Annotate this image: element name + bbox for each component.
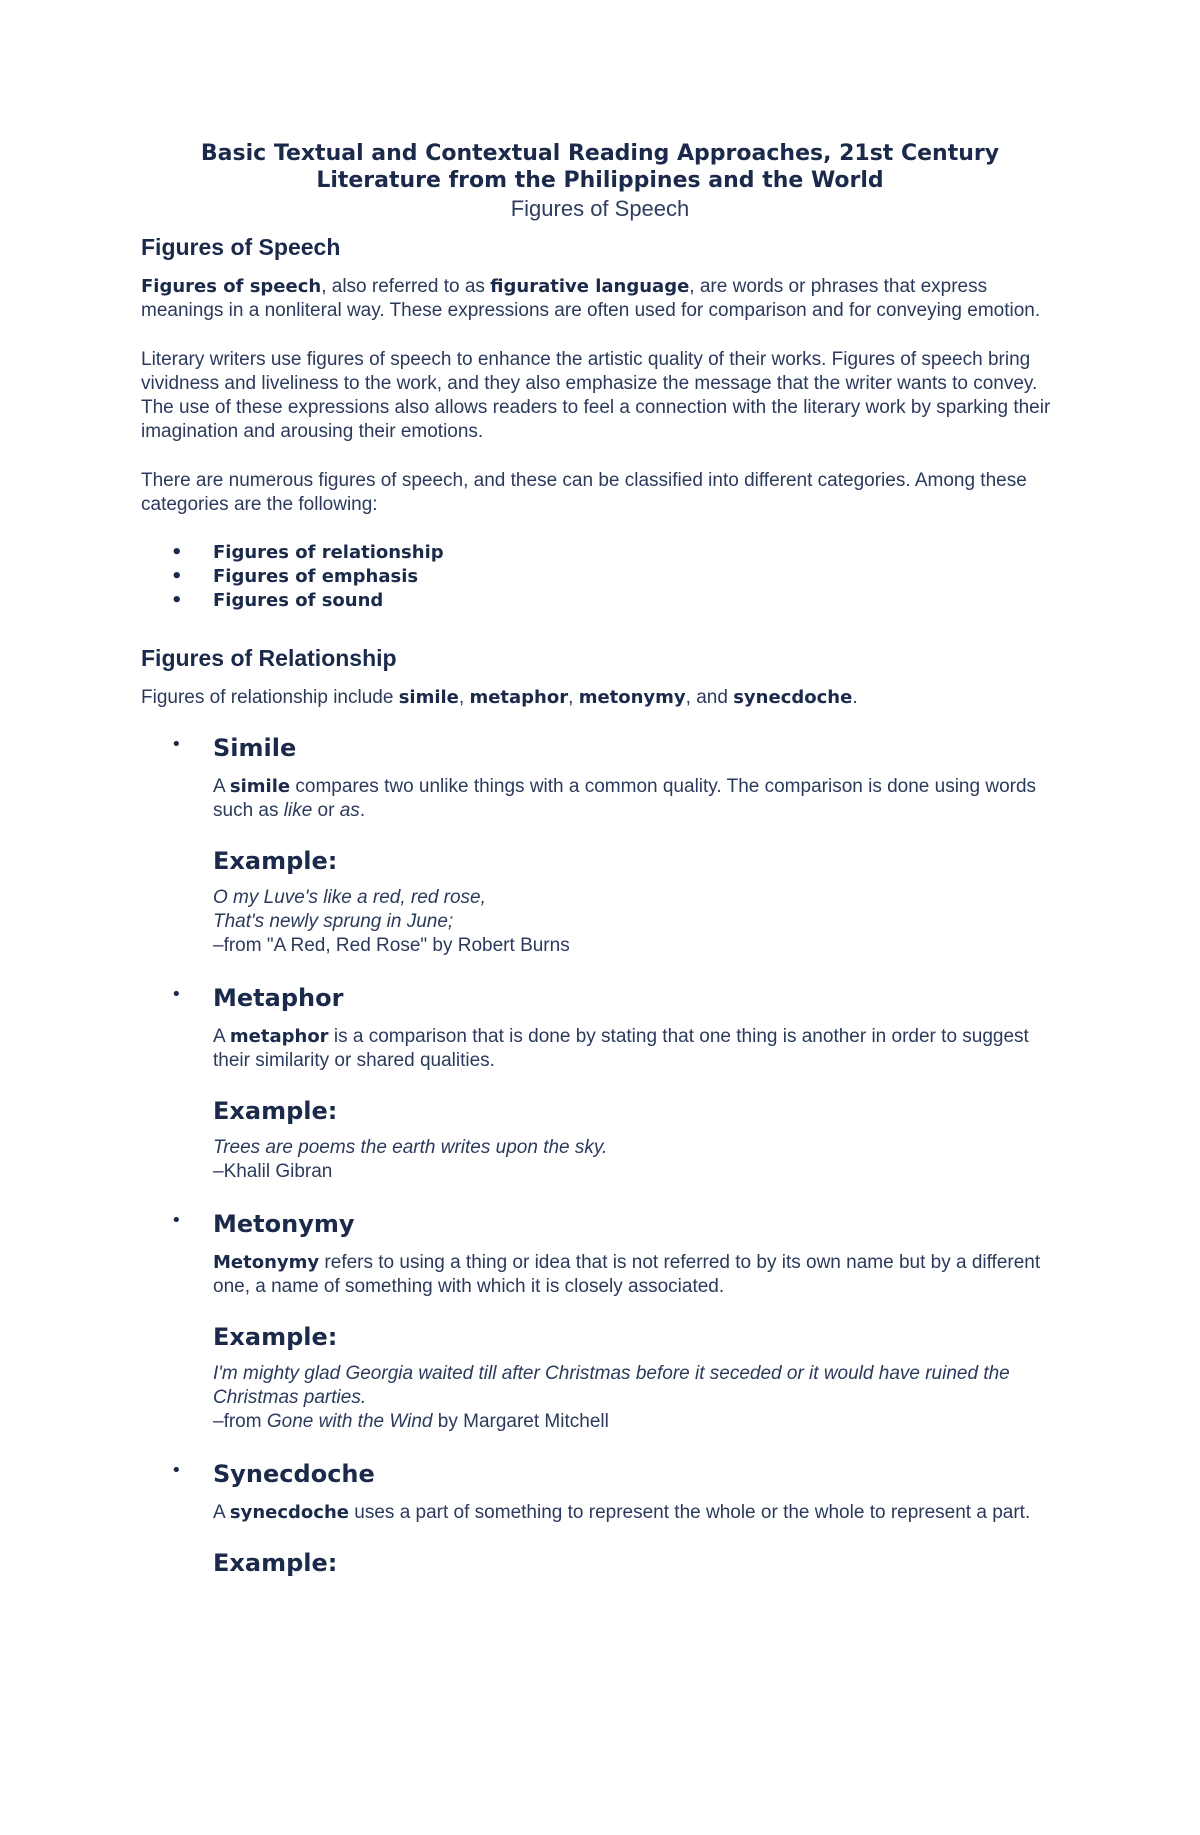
term-figurative-language: figurative language: [490, 276, 690, 297]
figure-definition: A simile compares two unlike things with a common quality. The comparison is done using words such as like or as.: [213, 776, 1037, 821]
figure-heading: Synecdoche: [213, 1460, 375, 1488]
bullet-icon: •: [171, 542, 183, 563]
figure-metaphor: [141, 982, 1059, 1184]
term-figures-of-speech: Figures of speech: [141, 276, 322, 297]
title-line-1: Basic Textual and Contextual Reading Approaches, 21st Century: [200, 141, 1000, 166]
category-item: • Figures of sound: [171, 590, 384, 611]
document-subtitle: Figures of Speech: [510, 196, 690, 221]
example-label: Example:: [213, 1549, 338, 1577]
quote-attribution: –from Gone with the Wind by Margaret Mitchell: [213, 1411, 609, 1432]
figure-heading: Simile: [213, 734, 297, 762]
term-metonymy: metonymy: [578, 687, 686, 708]
section-heading-figures-of-speech: Figures of Speech: [141, 234, 341, 260]
figure-definition: A synecdoche uses a part of something to represent the whole or the whole to represent a part.: [213, 1502, 1031, 1523]
term-synecdoche: synecdoche: [733, 687, 853, 708]
paragraph-relationship-intro: Figures of relationship include simile, metaphor, metonymy, and synecdoche.: [141, 687, 858, 708]
example-label: Example:: [213, 847, 338, 875]
example-quote: O my Luve's like a red, red rose, That's newly sprung in June; –from "A Red, Red Rose" by Robert Burns: [213, 886, 1059, 958]
figure-heading: Metaphor: [213, 984, 344, 1012]
paragraph-categories-intro: There are numerous figures of speech, and these can be classified into different categories. Among these categories are the following:: [141, 470, 1027, 515]
paragraph-purpose: Literary writers use figures of speech to enhance the artistic quality of their works. Figures of speech bring vividness and liveliness to the work, and they also emphasize the message that the writer wants to convey. The use of these expressions also allows readers to feel a connection with the literary work by sparking their imagination and arousing their emotions.: [141, 349, 1051, 442]
example-quote: I'm mighty glad Georgia waited till after Christmas before it seceded or it would have ruined the Christmas parties. –from Gone with the Wind by Margaret Mitchell: [213, 1362, 1059, 1434]
bullet-icon: •: [171, 734, 182, 755]
document-content: [141, 140, 1059, 1588]
title-line-2: Literature from the Philippines and the World: [316, 168, 884, 193]
figure-definition: Metonymy refers to using a thing or idea that is not referred to by its own name but by a different one, a name of something with which it is closely associated.: [213, 1252, 1041, 1297]
figure-metonymy: [141, 1208, 1059, 1434]
bullet-icon: •: [171, 590, 183, 611]
figure-simile: [141, 732, 1059, 958]
bullet-icon: •: [171, 1460, 182, 1481]
section-heading-figures-of-relationship: Figures of Relationship: [141, 645, 397, 671]
example-label: Example:: [213, 1323, 338, 1351]
example-label: Example:: [213, 1097, 338, 1125]
figure-definition: A metaphor is a comparison that is done by stating that one thing is another in order to suggest their similarity or shared qualities.: [213, 1026, 1029, 1071]
paragraph-definition: Figures of speech, also referred to as figurative language, are words or phrases that express meanings in a nonliteral way. These expressions are often used for comparison and for conveying emotion.: [141, 276, 1041, 321]
category-item: • Figures of emphasis: [171, 566, 419, 587]
term-metaphor: metaphor: [469, 687, 569, 708]
bullet-icon: •: [171, 566, 183, 587]
example-quote: Trees are poems the earth writes upon the sky. –Khalil Gibran: [213, 1136, 1059, 1184]
bullet-icon: •: [171, 984, 182, 1005]
figure-heading: Metonymy: [213, 1210, 355, 1238]
category-list: [141, 541, 1059, 613]
category-item: • Figures of relationship: [171, 542, 444, 563]
document-title: [141, 140, 1059, 194]
figure-synecdoche: [141, 1458, 1059, 1579]
term-simile: simile: [398, 687, 459, 708]
quote-attribution: –Khalil Gibran: [213, 1161, 333, 1182]
quote-attribution: –from "A Red, Red Rose" by Robert Burns: [213, 935, 570, 956]
bullet-icon: •: [171, 1210, 182, 1231]
